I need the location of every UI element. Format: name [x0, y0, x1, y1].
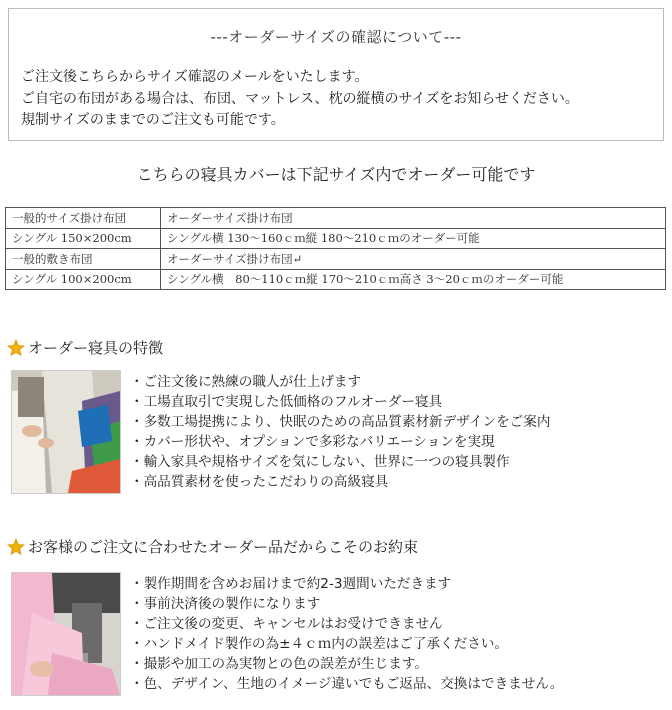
table-cell: 一般的サイズ掛け布団	[6, 208, 161, 229]
table-cell: オーダーサイズ掛け布団↵	[161, 249, 666, 270]
list-item: ・製作期間を含めお届けまで約2-3週間いただきます	[130, 576, 452, 592]
list-item: ・工場直取引で実現した低価格のフルオーダー寝具	[130, 394, 443, 410]
table-row	[6, 228, 666, 249]
features-heading	[7, 337, 163, 358]
list-item: ・事前決済後の製作になります	[130, 596, 321, 612]
list-item: ・ハンドメイド製作の為±４ｃｍ内の誤差はご了承ください。	[130, 636, 509, 652]
list-item: ・輸入家具や規格サイズを気にしない、世界に一つの寝具製作	[130, 454, 510, 470]
notice-title: ---オーダーサイズの確認について---	[210, 28, 462, 46]
table-cell: シングル横 130～160ｃｍ縦 180～210ｃｍのオーダー可能	[161, 228, 666, 249]
notice-line: ご注文後こちらからサイズ確認のメールをいたします。	[21, 69, 369, 85]
table-cell: シングル 150×200cm	[6, 228, 161, 249]
promise-list	[130, 574, 563, 694]
table-row	[6, 249, 666, 270]
table-row	[6, 269, 666, 290]
promise-heading	[7, 536, 418, 557]
list-item: ・ご注文後の変更、キャンセルはお受けできません	[130, 616, 443, 632]
size-table	[5, 207, 666, 290]
list-item: ・カバー形状や、オプションで多彩なバリエーションを実現	[130, 434, 495, 450]
promise-heading-label: お客様のご注文に合わせたオーダー品だからこそのお約束	[28, 538, 419, 556]
features-heading-label: オーダー寝具の特徴	[28, 339, 164, 357]
list-item: ・高品質素材を使ったこだわりの高級寝具	[130, 474, 389, 490]
list-item: ・色、デザイン、生地のイメージ違いでもご返品、交換はできません。	[130, 676, 564, 692]
table-cell: オーダーサイズ掛け布団	[161, 208, 666, 229]
sewing-photo	[11, 370, 121, 494]
notice-line: 規制サイズのままでのご注文も可能です。	[21, 112, 285, 128]
table-cell: シングル 100×200cm	[6, 269, 161, 290]
star-icon	[7, 339, 25, 357]
notice-line: ご自宅の布団がある場合は、布団、マットレス、枕の縦横のサイズをお知らせください。	[21, 91, 579, 107]
sewing-machine-photo	[11, 572, 121, 696]
star-icon	[7, 538, 25, 556]
table-cell: 一般的敷き布団	[6, 249, 161, 270]
list-item: ・ご注文後に熟練の職人が仕上げます	[130, 374, 362, 390]
table-row	[6, 208, 666, 229]
order-size-notice-box	[8, 8, 664, 141]
features-list	[130, 372, 550, 492]
size-range-subtitle: こちらの寝具カバーは下記サイズ内でオーダー可能です	[136, 165, 536, 184]
table-cell: シングル横 80～110ｃｍ縦 170～210ｃｍ高さ 3～20ｃｍのオーダー可能	[161, 269, 666, 290]
list-item: ・多数工場提携により、快眠のための高品質素材新デザインをご案内	[130, 414, 551, 430]
list-item: ・撮影や加工の為実物との色の誤差が生じます。	[130, 656, 428, 672]
